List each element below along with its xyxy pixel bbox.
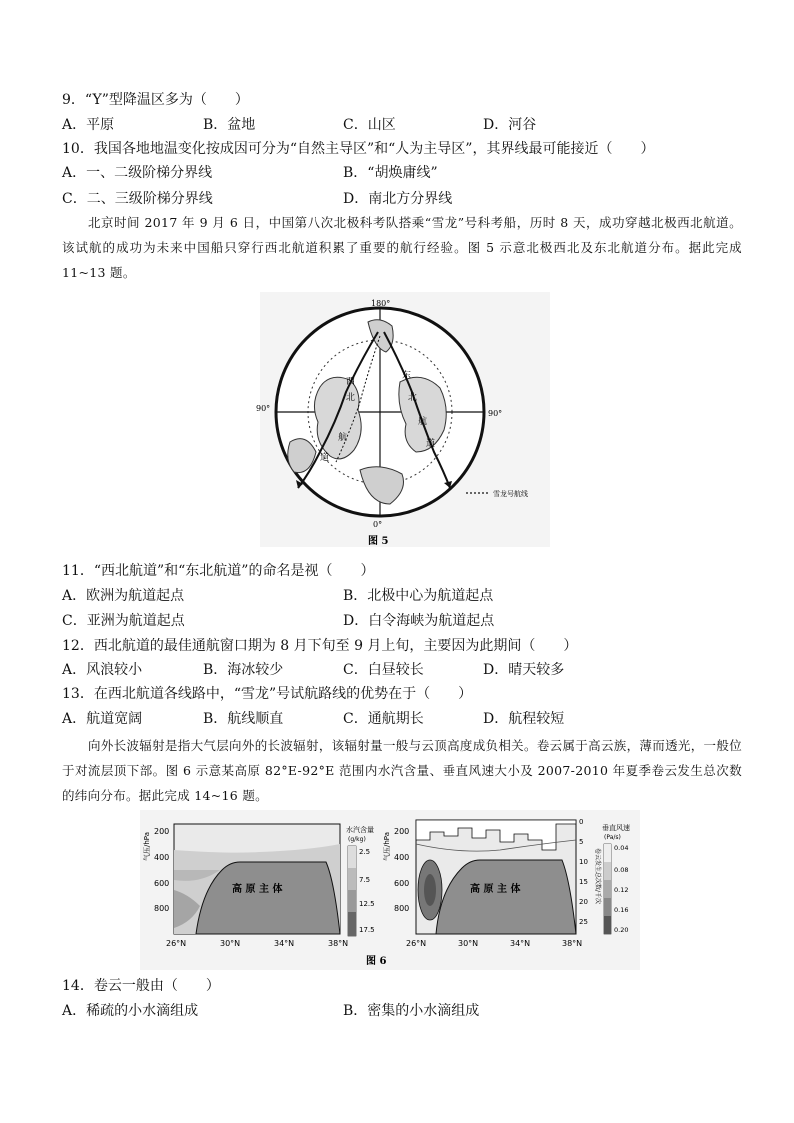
fig5-route-label-7: 道 xyxy=(426,439,436,449)
fig6-right-axis-tick-1: 5 xyxy=(579,838,584,846)
q9-option-d: D．河谷 xyxy=(483,117,537,133)
fig5-label-0: 0° xyxy=(373,520,383,529)
q9-stem: 9．“Y”型降温区多为（ ） xyxy=(62,92,249,108)
fig5-label-90w: 90° xyxy=(256,404,271,413)
q12-option-a: A．风浪较小 xyxy=(62,662,143,678)
fig6-right-xtick-2: 34°N xyxy=(510,939,531,948)
passage-arctic: 北京时间 2017 年 9 月 6 日，中国第八次北极科考队搭乘“雪龙”号科考船，历时 8 天，成功穿越北极西北航道。该试航的成功为未来中国船只穿行西北航道积累了重要的航行经验。图 5 示意北极西北及东北航道分布。据此完成 11~13 题。 xyxy=(62,215,742,280)
q12-stem: 12．西北航道的最佳通航窗口期为 8 月下旬至 9 月上旬，主要因为此期间（ ） xyxy=(62,638,578,654)
q13-option-d: D．航程较短 xyxy=(483,711,565,727)
fig6-left-ytick-0: 200 xyxy=(154,827,170,836)
fig6-right-ytick-0: 200 xyxy=(394,827,410,836)
fig6-left-ytick-3: 800 xyxy=(154,904,170,913)
passage-cirrus: 向外长波辐射是指大气层向外的长波辐射，该辐射量一般与云顶高度成负相关。卷云属于高云族，薄而透光，一般位于对流层顶下部。图 6 示意某高原 82°E-92°E 范围内水汽含量、垂直风速大小及 2007-2010 年夏季卷云发生总次数的纬向分布。据此完成 14~16 题。 xyxy=(62,738,742,803)
fig6-left-legend-tick-3: 17.5 xyxy=(359,926,375,934)
fig6-right-legend-title: 垂直风速 xyxy=(602,824,630,832)
q10-option-c: C．二、三级阶梯分界线 xyxy=(62,191,213,207)
q9-option-a: A．平原 xyxy=(62,117,115,133)
fig6-left-legend-tick-2: 12.5 xyxy=(359,900,375,908)
fig6-left-legend-tick-1: 7.5 xyxy=(359,876,371,884)
q9-option-b: B．盆地 xyxy=(203,117,256,133)
fig5-route-label-3: 道 xyxy=(320,453,330,463)
fig6-right-legend-tick-1: 0.08 xyxy=(614,866,629,874)
fig6-left-ytick-2: 600 xyxy=(154,879,170,888)
fig6-left-legend-title: 水汽含量 xyxy=(346,826,374,834)
fig6-right-ylabel: 气压/hPa xyxy=(383,832,391,861)
fig6-left-ylabel: 气压/hPa xyxy=(143,832,151,861)
fig6-left-ytick-1: 400 xyxy=(154,853,170,862)
q9-option-c: C．山区 xyxy=(343,117,396,133)
q13-option-c: C．通航期长 xyxy=(343,711,424,727)
fig5-route-label-6: 航 xyxy=(418,417,428,427)
fig6-right-ytick-1: 400 xyxy=(394,853,410,862)
fig5-label-90e: 90° xyxy=(488,409,503,418)
fig5-legend-label: 雪龙号航线 xyxy=(493,490,528,498)
fig6-right-legend-tick-0: 0.04 xyxy=(614,844,629,852)
q11-option-b: B．北极中心为航道起点 xyxy=(343,588,494,604)
fig6-right-axis-tick-3: 15 xyxy=(579,878,588,886)
fig5-route-label-0: 西 xyxy=(346,377,356,387)
fig6-left-xtick-2: 34°N xyxy=(274,939,295,948)
fig5-route-label-4: 东 xyxy=(402,371,412,381)
fig5-label-180: 180° xyxy=(371,299,391,308)
fig5-route-label-5: 北 xyxy=(408,393,418,403)
q11-option-c: C．亚洲为航道起点 xyxy=(62,613,185,629)
fig6-right-legend-tick-2: 0.12 xyxy=(614,886,629,894)
fig6-right-xtick-1: 30°N xyxy=(458,939,479,948)
fig6-right-legend-tick-3: 0.16 xyxy=(614,906,629,914)
q12-option-d: D．晴天较多 xyxy=(483,662,565,678)
fig6-left-legend-tick-0: 2.5 xyxy=(359,848,371,856)
fig6-right-axis-tick-2: 10 xyxy=(579,858,588,866)
fig6-right-axis-tick-0: 0 xyxy=(579,818,584,826)
q10-stem: 10．我国各地地温变化按成因可分为“自然主导区”和“人为主导区”，其界线最可能接近（ ） xyxy=(62,141,655,157)
fig6-left-xtick-0: 26°N xyxy=(166,939,187,948)
q10-option-a: A．一、二级阶梯分界线 xyxy=(62,165,213,181)
fig6-left-xtick-1: 30°N xyxy=(220,939,241,948)
fig6-right-ytick-3: 800 xyxy=(394,904,410,913)
q14-option-b: B．密集的小水滴组成 xyxy=(343,1003,480,1019)
figure-6-plateau-profiles xyxy=(140,810,640,970)
q11-option-a: A．欧洲为航道起点 xyxy=(62,588,185,604)
q14-option-a: A．稀疏的小水滴组成 xyxy=(62,1003,199,1019)
fig5-route-label-2: 航 xyxy=(338,433,348,443)
fig6-right-legend-unit: (Pa/s) xyxy=(604,834,621,841)
q11-stem: 11．“西北航道”和“东北航道”的命名是视（ ） xyxy=(62,563,375,579)
fig6-right-xtick-0: 26°N xyxy=(406,939,427,948)
fig6-right-plateau-label: 高 原 主 体 xyxy=(470,884,521,895)
q10-option-d: D．南北方分界线 xyxy=(343,191,453,207)
fig6-caption: 图 6 xyxy=(366,956,387,967)
fig6-right-axis-tick-5: 25 xyxy=(579,918,588,926)
figure-5-arctic-map xyxy=(250,292,550,547)
fig6-right-axis-tick-4: 20 xyxy=(579,898,588,906)
q11-option-d: D．白令海峡为航道起点 xyxy=(343,613,495,629)
fig6-left-legend-unit: (g/kg) xyxy=(348,836,366,843)
q13-option-a: A．航道宽阔 xyxy=(62,711,143,727)
q12-option-b: B．海冰较少 xyxy=(203,662,284,678)
fig6-right-legend-tick-4: 0.20 xyxy=(614,926,629,934)
fig6-right-xtick-3: 38°N xyxy=(562,939,583,948)
fig5-caption: 图 5 xyxy=(368,536,389,547)
fig6-left-xtick-3: 38°N xyxy=(328,939,349,948)
q12-option-c: C．白昼较长 xyxy=(343,662,424,678)
fig5-route-label-1: 北 xyxy=(346,393,356,403)
q10-option-b: B．“胡焕庸线” xyxy=(343,165,438,181)
fig6-right-axis-label: 卷云发生总次数/千次 xyxy=(594,848,601,905)
q14-stem: 14．卷云一般由（ ） xyxy=(62,978,220,994)
q13-stem: 13．在西北航道各线路中，“雪龙”号试航路线的优势在于（ ） xyxy=(62,686,473,702)
q13-option-b: B．航线顺直 xyxy=(203,711,284,727)
fig6-right-ytick-2: 600 xyxy=(394,879,410,888)
fig6-left-plateau-label: 高 原 主 体 xyxy=(232,884,283,895)
